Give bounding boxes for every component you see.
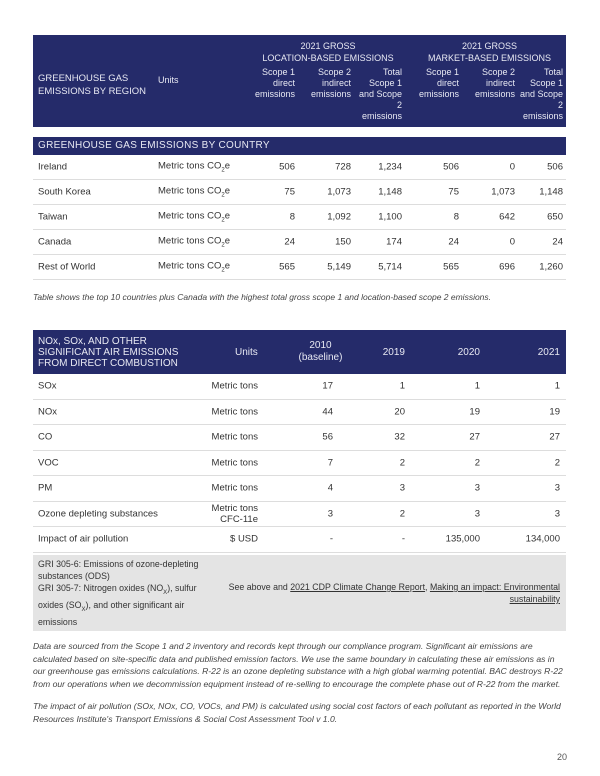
value-cell: 32 [394, 431, 405, 443]
value-cell: 3 [399, 482, 405, 494]
value-cell: 506 [443, 161, 459, 173]
column-header: Scope 1 direct emissions [254, 67, 295, 99]
units: Metric tons [211, 406, 258, 418]
value-cell: 75 [284, 186, 295, 198]
pollutant-name: NOx [38, 406, 57, 418]
column-header: Total Scope 1 and Scope 2 emissions [358, 67, 402, 121]
value-cell: 696 [499, 261, 515, 273]
cdp-report-link[interactable]: 2021 CDP Climate Change Report [290, 582, 426, 592]
table-title [38, 336, 178, 369]
text: Metric tons CO [158, 235, 222, 247]
air-emissions-table-header [33, 330, 566, 374]
table-row [33, 255, 566, 280]
value-cell: 1,092 [327, 211, 351, 223]
value-cell: 20 [394, 406, 405, 418]
text: See above and [228, 582, 291, 592]
text: e [224, 210, 230, 222]
ghg-table-header [33, 35, 566, 127]
text: Metric tons [211, 502, 258, 514]
value-cell: 650 [547, 211, 563, 223]
table-title [38, 72, 150, 98]
country-name: Canada [38, 236, 72, 248]
units: Metric tons [211, 380, 258, 392]
units: Metric tons [211, 482, 258, 494]
text: , [425, 582, 430, 592]
value-cell: 19 [469, 406, 480, 418]
value-cell: 565 [279, 261, 295, 273]
value-cell: 506 [547, 161, 563, 173]
value-cell: 150 [335, 236, 351, 248]
title-line: NOx, SOx, AND OTHER [38, 336, 147, 347]
value-cell: 1,100 [378, 211, 402, 223]
units [158, 186, 230, 199]
pollutant-name: PM [38, 482, 53, 494]
value-cell: 1,148 [539, 186, 563, 198]
value-cell: 3 [474, 508, 480, 520]
units: $ USD [230, 533, 258, 545]
value-cell: 2 [399, 508, 405, 520]
value-cell: 0 [509, 161, 515, 173]
subscript: 2 [221, 217, 225, 224]
value-cell: 0 [509, 236, 515, 248]
value-cell: 24 [552, 236, 563, 248]
subscript: 2 [221, 167, 225, 174]
value-cell: 24 [448, 236, 459, 248]
pollutant-name: SOx [38, 380, 57, 392]
title-line: GREENHOUSE GAS [38, 73, 129, 84]
value-cell: 19 [549, 406, 560, 418]
text: e [224, 235, 230, 247]
gri-reference-row [33, 555, 566, 631]
table-row [33, 180, 566, 205]
page-number: 20 [556, 752, 567, 762]
value-cell: 3 [327, 508, 333, 520]
table-row [33, 205, 566, 230]
table-row [33, 400, 566, 426]
title-line: FROM DIRECT COMBUSTION [38, 358, 178, 369]
value-cell: 7 [327, 457, 333, 469]
table-row [33, 374, 566, 400]
value-cell: 1,234 [378, 161, 402, 173]
notes [33, 640, 568, 735]
gri-references [218, 581, 560, 605]
value-cell: 1,073 [327, 186, 351, 198]
value-cell: 3 [554, 508, 560, 520]
group-label: MARKET-BASED EMISSIONS [427, 53, 552, 63]
table-row [33, 527, 566, 553]
title-line: EMISSIONS BY REGION [38, 86, 147, 97]
value-cell: 27 [549, 431, 560, 443]
value-cell: 506 [279, 161, 295, 173]
table-row [33, 230, 566, 255]
text: CFC-11e [220, 513, 258, 525]
pollutant-name: Ozone depleting substances [38, 508, 158, 520]
value-cell: 174 [386, 236, 402, 248]
value-cell: 24 [284, 236, 295, 248]
value-cell: - [329, 533, 333, 545]
table-row [33, 502, 566, 528]
pollutant-name: CO [38, 431, 53, 443]
value-cell: 2 [474, 457, 480, 469]
units [158, 236, 230, 249]
value-cell: 5,714 [378, 261, 402, 273]
column-header: Total Scope 1 and Scope 2 emissions [519, 67, 563, 121]
value-cell: - [401, 533, 405, 545]
units [158, 211, 230, 224]
value-cell: 134,000 [525, 533, 560, 545]
country-name: Taiwan [38, 211, 68, 223]
value-cell: 1 [474, 380, 480, 392]
value-cell: 56 [322, 431, 333, 443]
column-header: Scope 2 indirect emissions [474, 67, 515, 99]
group-label: LOCATION-BASED EMISSIONS [262, 53, 394, 63]
market-based-group-header [413, 40, 566, 64]
gri-305-6: GRI 305-6: Emissions of ozone-depleting substances (ODS) [38, 559, 199, 581]
units-header: Units [158, 75, 179, 85]
table-row [33, 425, 566, 451]
group-label: 2021 GROSS [300, 41, 356, 51]
year-2019-header: 2019 [382, 347, 405, 358]
title-line: SIGNIFICANT AIR EMISSIONS [38, 347, 179, 358]
units [158, 161, 230, 174]
location-based-group-header [248, 40, 408, 64]
value-cell: 135,000 [445, 533, 480, 545]
column-header: Scope 1 direct emissions [418, 67, 459, 99]
year-2020-header: 2020 [457, 347, 480, 358]
table-row [33, 476, 566, 502]
text: Metric tons CO [158, 160, 222, 172]
subscript: X [163, 589, 168, 596]
value-cell: 17 [322, 380, 333, 392]
gri-305-7 [38, 583, 197, 627]
methodology-note: Data are sourced from the Scope 1 and 2 inventory and records kept through our compliance program. Significant air emissions are calculated based on site-specific data and published emission factors. We use the same boundary in calculating these air emissions as in our greenhouse gas emissions calculations. R-22 is an ozone depleting substance with a high global warming potential. BAC destroys R-22 from our operations when we decommission equipment instead of re-selling to encourage the complete phase out of R-22 from the market. [33, 641, 563, 689]
impact-note: The impact of air pollution (SOx, NOx, CO, VOCs, and PM) is calculated using social cost factors of each pollutant as reported in the World Resources Institute's Transport Emissions & Social Cost Assessment Tool v 1.0. [33, 701, 561, 724]
text: Metric tons CO [158, 210, 222, 222]
year: 2010 [309, 340, 332, 351]
value-cell: 5,149 [327, 261, 351, 273]
subscript: 2 [221, 267, 225, 274]
text: GRI 305-7: Nitrogen oxides (NO [38, 583, 164, 593]
value-cell: 642 [499, 211, 515, 223]
value-cell: 1 [554, 380, 560, 392]
text: e [224, 185, 230, 197]
country-section-header: GREENHOUSE GAS EMISSIONS BY COUNTRY [33, 137, 566, 155]
text: e [224, 160, 230, 172]
value-cell: 2 [554, 457, 560, 469]
units-header: Units [235, 347, 258, 358]
units [158, 261, 230, 274]
value-cell: 1,073 [491, 186, 515, 198]
year-2010-header [283, 340, 358, 364]
value-cell: 3 [474, 482, 480, 494]
table-caption: Table shows the top 10 countries plus Canada with the highest total gross scope 1 and location-based scope 2 emissions. [33, 292, 492, 302]
country-name: Ireland [38, 161, 68, 173]
subscript: X [81, 606, 86, 613]
value-cell: 1,148 [378, 186, 402, 198]
group-label: 2021 GROSS [461, 41, 518, 51]
sustainability-link[interactable]: Making an impact: Environmental sustainability [429, 582, 560, 604]
value-cell: 8 [289, 211, 295, 223]
units: Metric tons [211, 431, 258, 443]
value-cell: 1,260 [539, 261, 563, 273]
text: ), sulfur oxides (SO [38, 583, 197, 610]
column-header: Scope 2 indirect emissions [310, 67, 351, 99]
gri-disclosures [38, 558, 203, 628]
subscript: 2 [221, 242, 225, 249]
value-cell: 4 [327, 482, 333, 494]
year-2021-header: 2021 [537, 347, 560, 358]
value-cell: 44 [322, 406, 333, 418]
value-cell: 728 [335, 161, 351, 173]
value-cell: 75 [448, 186, 459, 198]
value-cell: 8 [453, 211, 459, 223]
subscript: 2 [221, 192, 225, 199]
table-row [33, 155, 566, 180]
baseline-label: (baseline) [298, 352, 343, 363]
country-name: Rest of World [38, 261, 96, 273]
text: ), and other significant air emissions [38, 599, 185, 627]
value-cell: 2 [399, 457, 405, 469]
pollutant-name: VOC [38, 457, 59, 469]
value-cell: 27 [469, 431, 480, 443]
text: e [224, 260, 230, 272]
country-name: South Korea [38, 186, 91, 198]
value-cell: 1 [399, 380, 405, 392]
units [193, 503, 258, 525]
text: Metric tons CO [158, 185, 222, 197]
value-cell: 565 [443, 261, 459, 273]
units: Metric tons [211, 457, 258, 469]
pollutant-name: Impact of air pollution [38, 533, 129, 545]
value-cell: 3 [554, 482, 560, 494]
table-row [33, 451, 566, 477]
text: Metric tons CO [158, 260, 222, 272]
